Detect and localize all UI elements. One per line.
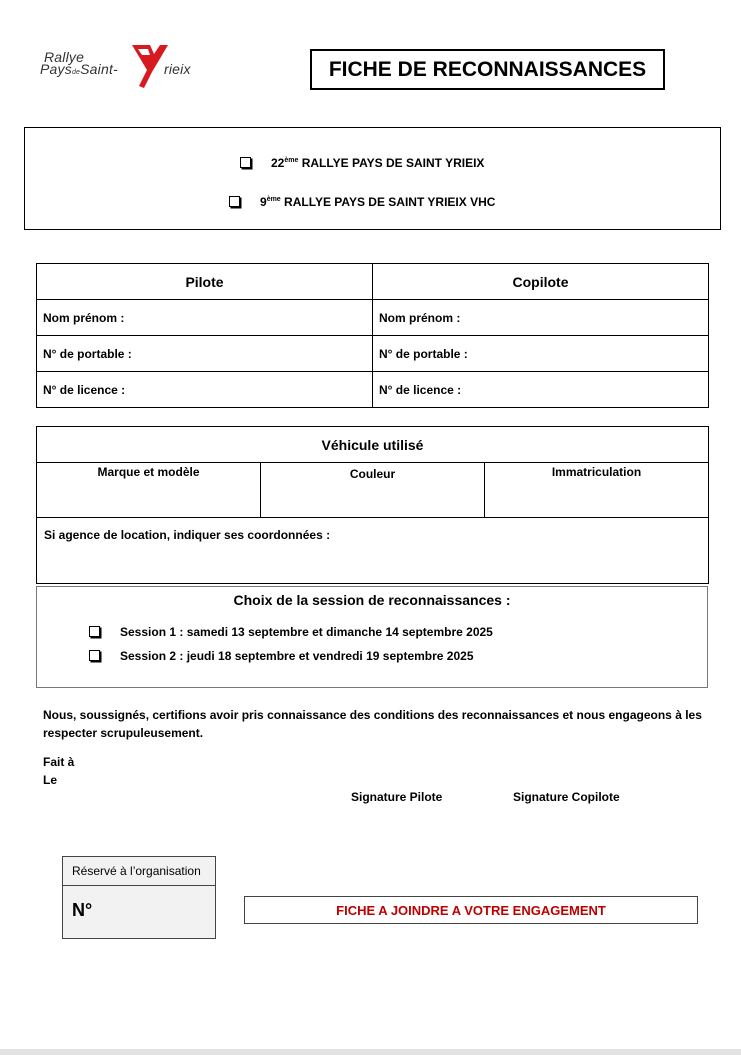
- date-label: Le: [43, 773, 58, 787]
- rally-option-1[interactable]: [240, 156, 484, 170]
- pilot-licence-field[interactable]: N° de licence :: [37, 372, 373, 408]
- rally-option-2[interactable]: [229, 195, 495, 209]
- checkbox-icon[interactable]: [89, 650, 100, 661]
- logo-text-pays: [40, 62, 118, 80]
- vehicle-make-model-field[interactable]: Marque et modèle: [37, 463, 261, 518]
- join-notice: FICHE A JOINDRE A VOTRE ENGAGEMENT: [244, 896, 698, 924]
- rally-choice-box: [24, 127, 721, 230]
- copilot-phone-field[interactable]: N° de portable :: [373, 336, 709, 372]
- declaration-line-1: Nous, soussignés, certifions avoir pris connaissance des conditions des reconnaissances et nous engageons à les: [43, 708, 702, 722]
- copilot-name-field[interactable]: Nom prénom :: [373, 300, 709, 336]
- checkbox-icon[interactable]: [240, 157, 251, 168]
- checkbox-icon[interactable]: [229, 196, 240, 207]
- declaration-line-2: respecter scrupuleusement.: [43, 726, 204, 740]
- rally-number: 9: [260, 195, 267, 209]
- session-option-1[interactable]: [89, 625, 493, 639]
- crew-table: [36, 263, 709, 408]
- pilot-name-field[interactable]: Nom prénom :: [37, 300, 373, 336]
- session-label: Session 2 : jeudi 18 septembre et vendredi 19 septembre 2025: [120, 649, 474, 663]
- logo-text-de: de: [71, 69, 81, 76]
- page-title: FICHE DE RECONNAISSANCES: [310, 49, 665, 90]
- rally-ordinal: ème: [284, 157, 299, 164]
- session-option-2[interactable]: [89, 649, 474, 663]
- rally-number: 22: [271, 156, 285, 170]
- reserved-label: Réservé à l’organisation: [63, 857, 215, 886]
- reserved-box: [62, 856, 216, 939]
- logo-text-pays-word: Pays: [40, 61, 72, 77]
- rally-ordinal: ème: [266, 196, 281, 203]
- vehicle-header: Véhicule utilisé: [37, 427, 709, 463]
- vehicle-registration-field[interactable]: Immatriculation: [485, 463, 709, 518]
- vehicle-color-field[interactable]: Couleur: [261, 463, 485, 518]
- place-label: Fait à: [43, 755, 75, 769]
- pilot-phone-field[interactable]: N° de portable :: [37, 336, 373, 372]
- pilot-header: Pilote: [37, 264, 373, 300]
- page-bottom-edge: [0, 1049, 741, 1055]
- signature-pilot-label: Signature Pilote: [351, 790, 443, 804]
- rental-agency-field[interactable]: Si agence de location, indiquer ses coordonnées :: [37, 518, 709, 584]
- session-choice-box: [36, 586, 708, 688]
- session-label: Session 1 : samedi 13 septembre et dimanche 14 septembre 2025: [120, 625, 493, 639]
- logo-text-rallye: Rallye: [44, 49, 85, 65]
- reserved-number-label: N°: [72, 900, 93, 920]
- checkbox-icon[interactable]: [89, 626, 100, 637]
- vehicle-table: [36, 426, 709, 584]
- logo-text-saint: Saint-: [80, 61, 118, 77]
- session-title: Choix de la session de reconnaissances :: [233, 592, 511, 608]
- rally-logo: [40, 42, 205, 90]
- copilot-licence-field[interactable]: N° de licence :: [373, 372, 709, 408]
- logo-text-rieix: rieix: [164, 61, 191, 77]
- rally-name: RALLYE PAYS DE SAINT YRIEIX: [301, 156, 485, 170]
- signature-copilot-label: Signature Copilote: [513, 790, 620, 804]
- copilot-header: Copilote: [373, 264, 709, 300]
- rally-name: RALLYE PAYS DE SAINT YRIEIX VHC: [284, 195, 496, 209]
